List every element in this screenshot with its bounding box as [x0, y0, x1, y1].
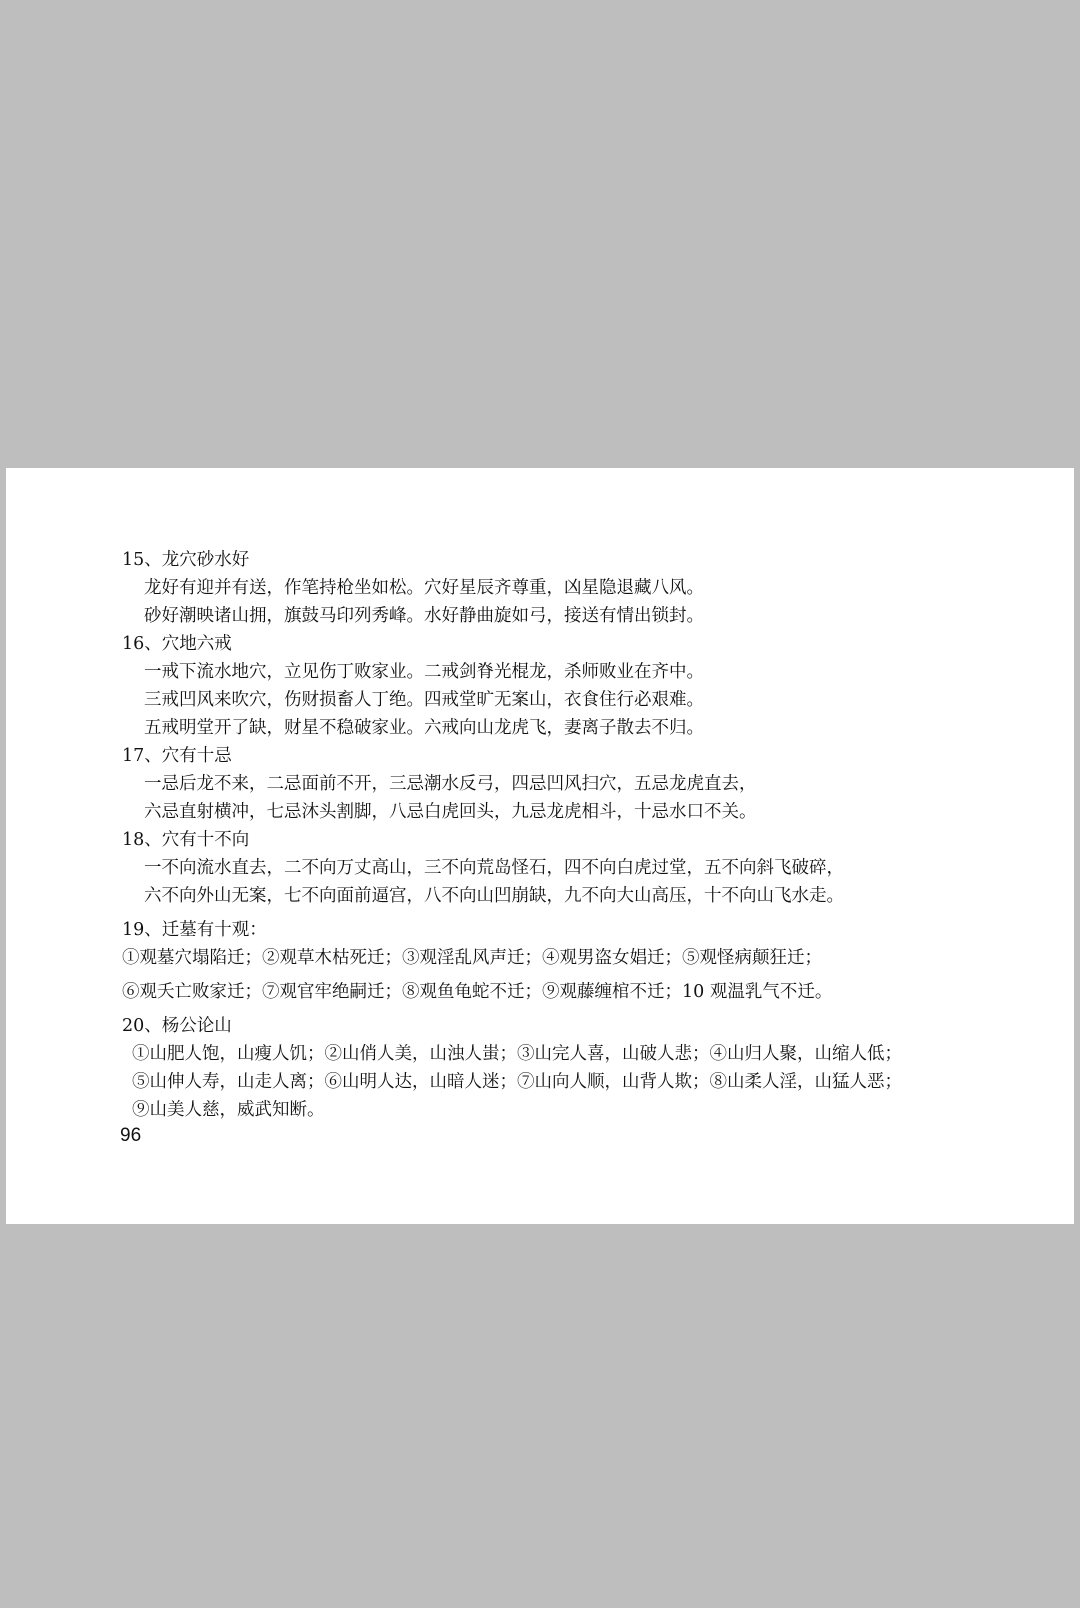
- text-line: 三戒凹风来吹穴，伤财损畜人丁绝。四戒堂旷无案山，衣食住行必艰难。: [144, 690, 704, 710]
- page-content: [122, 546, 982, 1124]
- section-heading: 15、龙穴砂水好: [122, 550, 250, 570]
- section-16: [122, 630, 982, 742]
- section-15: [122, 546, 982, 630]
- text-line: ⑥观夭亡败家迁；⑦观官牢绝嗣迁；⑧观鱼龟蛇不迁；⑨观藤缠棺不迁；10 观温乳气不迁。: [122, 982, 833, 1002]
- section-18: [122, 826, 982, 910]
- text-line: 一不向流水直去，二不向万丈高山，三不向荒岛怪石，四不向白虎过堂，五不向斜飞破碎，: [144, 858, 844, 878]
- section-heading: 18、穴有十不向: [122, 830, 250, 850]
- text-line: 龙好有迎并有送，作笔持枪坐如松。穴好星辰齐尊重，凶星隐退藏八风。: [144, 578, 704, 598]
- section-heading: 19、迁墓有十观：: [122, 920, 267, 940]
- section-17: [122, 742, 982, 826]
- text-line: ①山肥人饱，山瘦人饥；②山俏人美，山浊人蚩；③山完人喜，山破人悲；④山归人聚，山缩人低；: [132, 1044, 902, 1064]
- text-line: 砂好潮映诸山拥，旗鼓马印列秀峰。水好静曲旋如弓，接送有情出锁封。: [144, 606, 704, 626]
- text-line: 一忌后龙不来，二忌面前不开，三忌潮水反弓，四忌凹风扫穴，五忌龙虎直去，: [144, 774, 757, 794]
- section-heading: 20、杨公论山: [122, 1016, 232, 1036]
- text-line: 六忌直射横冲，七忌沐头割脚，八忌白虎回头，九忌龙虎相斗，十忌水口不关。: [144, 802, 757, 822]
- section-20: [122, 1012, 982, 1124]
- text-line: 五戒明堂开了缺，财星不稳破家业。六戒向山龙虎飞，妻离子散去不归。: [144, 718, 704, 738]
- page-number: 96: [120, 1125, 142, 1146]
- document-page: [6, 468, 1074, 1224]
- text-line: ⑨山美人慈，威武知断。: [132, 1100, 325, 1120]
- section-19: [122, 916, 982, 1006]
- text-line: 六不向外山无案，七不向面前逼宫，八不向山凹崩缺，九不向大山高压，十不向山飞水走。: [144, 886, 844, 906]
- text-line: ①观墓穴塌陷迁；②观草木枯死迁；③观淫乱风声迁；④观男盗女娼迁；⑤观怪病颠狂迁；: [122, 948, 822, 968]
- text-line: 一戒下流水地穴，立见伤丁败家业。二戒剑脊光棍龙，杀师败业在齐中。: [144, 662, 704, 682]
- section-heading: 17、穴有十忌: [122, 746, 232, 766]
- section-heading: 16、穴地六戒: [122, 634, 232, 654]
- text-line: ⑤山伸人寿，山走人离；⑥山明人达，山暗人迷；⑦山向人顺，山背人欺；⑧山柔人淫，山猛人恶；: [132, 1072, 902, 1092]
